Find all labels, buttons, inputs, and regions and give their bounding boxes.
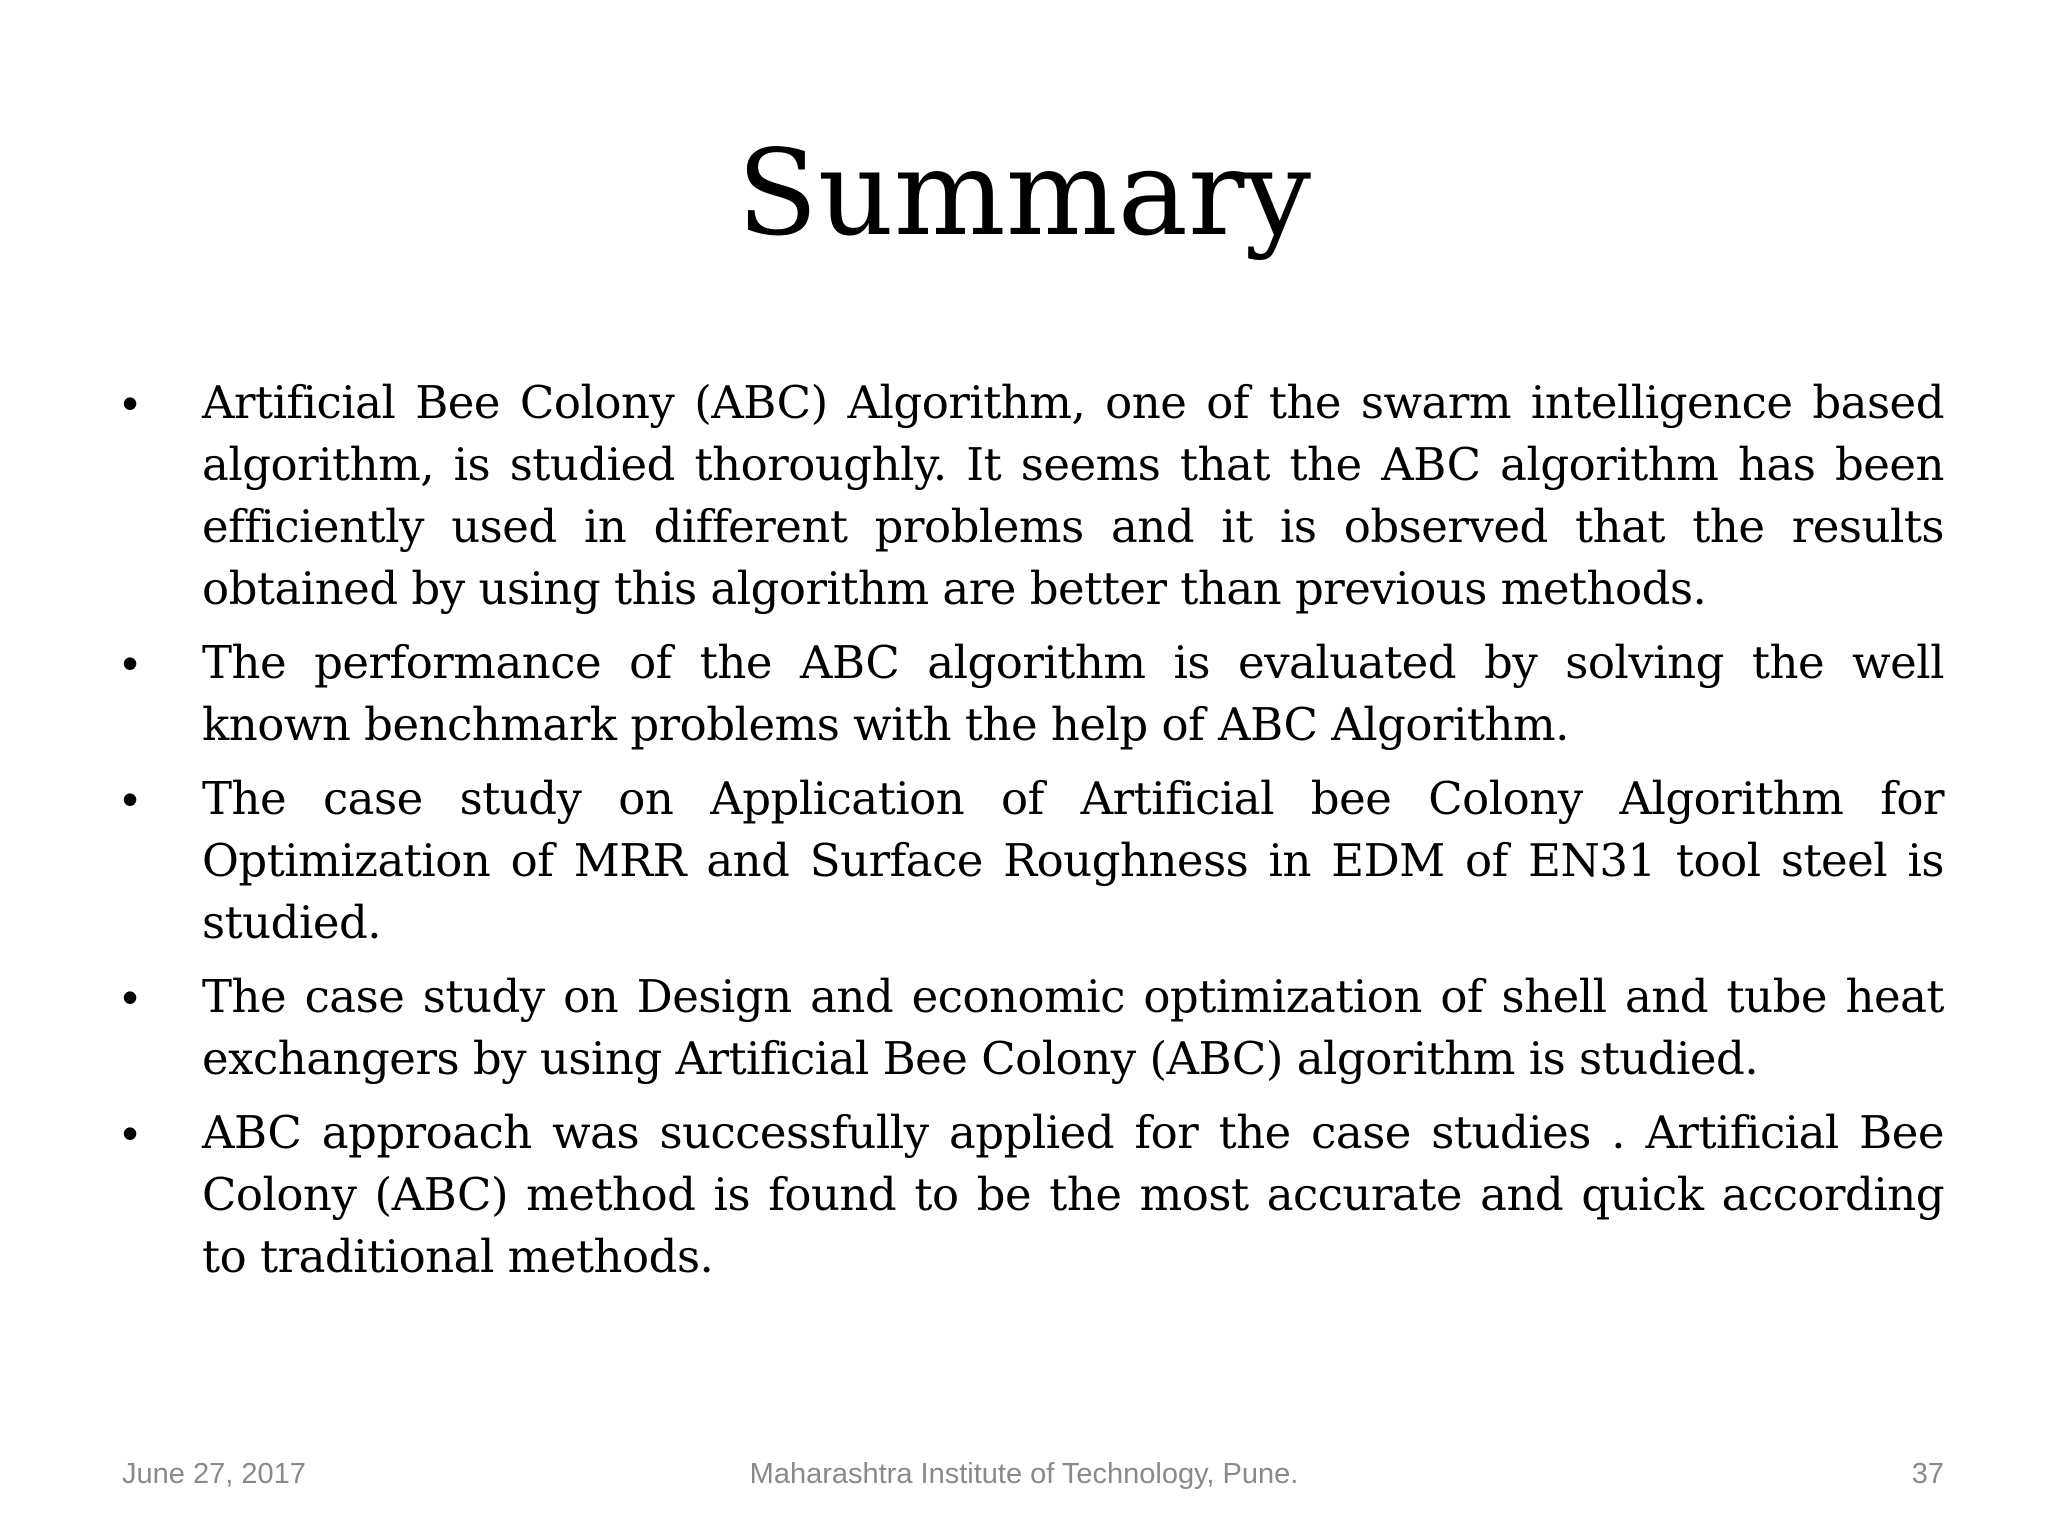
bullet-item	[122, 768, 1944, 954]
bullet-text: Artificial Bee Colony (ABC) Algorithm, one of the swarm intelligence based algorithm, is studied thoroughly. It seems that the ABC algorithm has been efficiently used in different problems and it is observed that the results obtained by using this algorithm are better than previous methods.	[202, 376, 1944, 615]
bullet-item	[122, 1102, 1944, 1288]
bullet-item	[122, 966, 1944, 1090]
bullet-text: The case study on Design and economic optimization of shell and tube heat exchangers by using Artificial Bee Colony (ABC) algorithm is studied.	[202, 970, 1944, 1085]
bullet-text: The performance of the ABC algorithm is evaluated by solving the well known benchmark problems with the help of ABC Algorithm.	[202, 636, 1944, 751]
bullet-icon: •	[122, 971, 139, 1023]
bullet-icon: •	[122, 377, 139, 429]
bullet-item	[122, 372, 1944, 620]
bullet-text: The case study on Application of Artificial bee Colony Algorithm for Optimization of MRR and Surface Roughness in EDM of EN31 tool steel is studied.	[202, 772, 1944, 949]
bullet-item	[122, 632, 1944, 756]
bullet-list	[122, 372, 1944, 1300]
footer-institute: Maharashtra Institute of Technology, Pune.	[749, 1458, 1299, 1490]
bullet-icon: •	[122, 1107, 139, 1159]
bullet-icon: •	[122, 637, 139, 689]
footer-date: June 27, 2017	[122, 1458, 306, 1490]
slide-title: Summary	[736, 124, 1312, 262]
bullet-text: ABC approach was successfully applied for the case studies . Artificial Bee Colony (ABC) method is found to be the most accurate and quick according to traditional methods.	[202, 1106, 1944, 1283]
bullet-icon: •	[122, 773, 139, 825]
footer-page-number: 37	[1911, 1458, 1944, 1490]
